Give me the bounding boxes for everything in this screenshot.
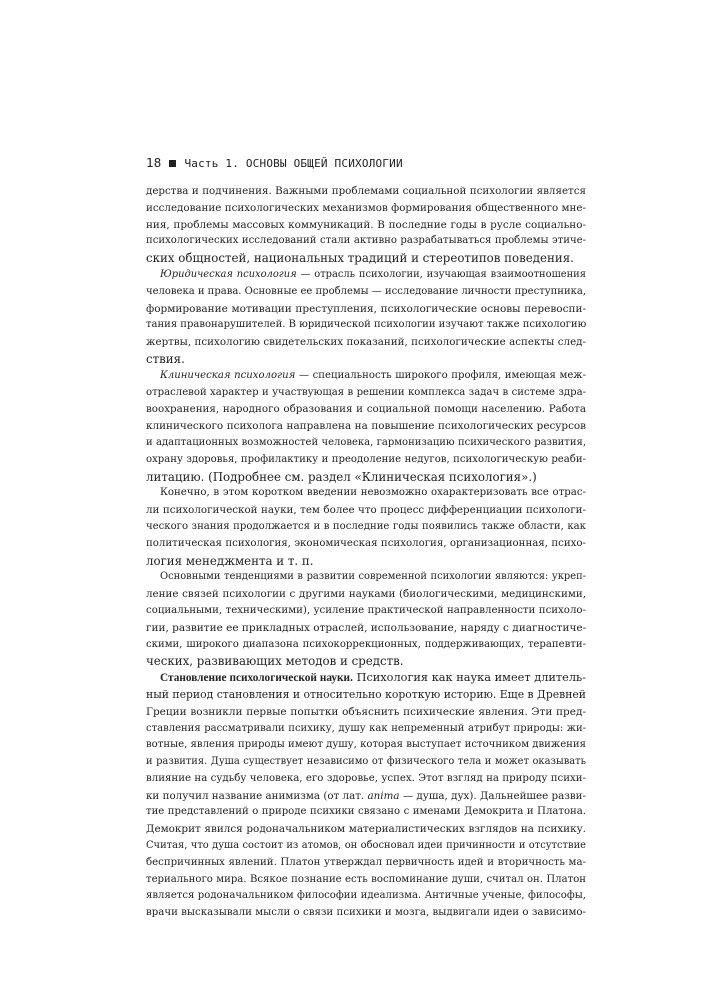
section-heading: Становление психологической науки. bbox=[160, 672, 353, 685]
text-line: влияние на судьбу человека, его здоровье, успех. Этот взгляд на природу психи- bbox=[146, 772, 586, 784]
text-line: Конечно, в этом коротком введении невозможно охарактеризовать все отрас- bbox=[160, 487, 586, 499]
text-line: ческого знания продолжается и в последние годы появились также области, как bbox=[146, 520, 586, 532]
text-line: ный период становления и относительно короткую историю. Еще в Древней bbox=[146, 687, 586, 701]
text-line: социальными, техническими), усиление практической направленности психоло- bbox=[146, 604, 586, 616]
text-line: ния, проблемы массовых коммуникаций. В последние годы в русле социально- bbox=[146, 218, 586, 231]
page-number: 18 bbox=[146, 155, 162, 170]
text-line: Считая, что душа состоит из атомов, он обосновал идеи причинности и отсутствие bbox=[146, 840, 586, 852]
text-line bbox=[146, 368, 586, 385]
text-line: скими, широкого диапазона психокоррекционных, поддерживающих, терапевти- bbox=[146, 638, 586, 650]
latin-term: anima bbox=[367, 789, 400, 802]
text-line: ставления рассматривали психику, душу как непременный атрибут природы: жи- bbox=[146, 722, 586, 734]
text-line: формирование мотивации преступления, психологические основы перевоспи- bbox=[146, 302, 586, 315]
term-juridical-psychology: Юридическая психология bbox=[160, 268, 297, 280]
text-line: исследование психологических механизмов формирования общественного мне- bbox=[146, 201, 586, 214]
text-line: клинического психолога направлена на повышение психологических ресурсов bbox=[146, 420, 586, 433]
text-line: является родоначальником философии идеализма. Античные ученые, философы, bbox=[146, 890, 586, 902]
text-run: — отрасль психологии, изучающая взаимоотношения bbox=[296, 268, 586, 280]
square-bullet-icon bbox=[169, 160, 176, 167]
text-line bbox=[146, 788, 586, 805]
text-run: — душа, дух). Дальнейшее разви- bbox=[399, 789, 586, 802]
text-line: тие представлений о природе психики связано с именами Демокрита и Платона. bbox=[146, 806, 586, 818]
text-line: ческих, развивающих методов и средств. bbox=[146, 654, 404, 669]
text-line: литацию. (Подробнее см. раздел «Клиническая психология».) bbox=[146, 469, 537, 484]
text-line: вотные, явления природы имеют душу, которая выступает источником движения bbox=[146, 739, 586, 751]
text-line: и развития. Душа существует независимо от физического тела и может оказывать bbox=[146, 756, 586, 768]
text-run: — специальность широкого профиля, имеющая меж- bbox=[295, 369, 586, 381]
text-line: Демокрит явился родоначальником материалистических взглядов на психику. bbox=[146, 823, 586, 836]
text-line: териального мира. Всякое познание есть воспоминание души, считал он. Платон bbox=[146, 873, 586, 885]
text-line: логия менеджмента и т. п. bbox=[146, 553, 314, 568]
text-line: ствия. bbox=[146, 351, 185, 366]
text-line bbox=[146, 670, 586, 687]
text-run: Психология как наука имеет длитель- bbox=[352, 671, 586, 685]
text-run: ки получил название анимизма (от лат. bbox=[146, 789, 368, 802]
text-line: жертвы, психологию свидетельских показаний, психологические аспекты след- bbox=[146, 336, 586, 349]
text-line: отраслевой характер и участвующая в решении комплекса задач в системе здра- bbox=[146, 386, 586, 398]
text-line: и адаптационных возможностей человека, гармонизацию психического развития, bbox=[146, 436, 586, 448]
text-line: воохранения, народного образования и социальной помощи населению. Работа bbox=[146, 403, 586, 416]
text-line: ли психологической науки, тем более что процесс дифференциации психологи- bbox=[146, 504, 586, 517]
text-line: человека и права. Основные ее проблемы — исследование личности преступника, bbox=[146, 285, 586, 297]
running-head bbox=[146, 155, 586, 170]
text-line: политическая психология, экономическая психология, организационная, психо- bbox=[146, 537, 586, 549]
text-line: беспричинных явлений. Платон утверждал первичность идей и вторичность ма- bbox=[146, 856, 586, 868]
term-clinical-psychology: Клиническая психология bbox=[160, 369, 296, 381]
text-line: психологических исследований стали активно разрабатываться проблемы этиче- bbox=[146, 235, 586, 247]
text-line: ление связей психологии с другими науками (биологическими, медицинскими, bbox=[146, 588, 586, 601]
text-line: тания правонарушителей. В юридической психологии изучают также психологию bbox=[146, 319, 587, 331]
text-line: гии, развитие ее прикладных отраслей, использование, наряду с диагностиче- bbox=[146, 621, 587, 634]
text-line: Греции возникли первые попытки объяснить психические явления. Эти пред- bbox=[146, 705, 586, 718]
text-line bbox=[146, 267, 586, 284]
text-line: Основными тенденциями в развитии современной психологии являются: укреп- bbox=[160, 571, 586, 583]
text-line: охрану здоровья, профилактику и преодоление недугов, психологическую реаби- bbox=[146, 453, 586, 465]
body-text bbox=[146, 183, 586, 922]
text-line: ских общностей, национальных традиций и стереотипов поведения. bbox=[146, 251, 574, 266]
text-line: дерства и подчинения. Важными проблемами социальной психологии является bbox=[146, 185, 586, 197]
text-line: врачи высказывали мысли о связи психики и мозга, выдвигали идеи о зависимо- bbox=[146, 907, 586, 919]
running-head-title: Часть 1. ОСНОВЫ ОБЩЕЙ ПСИХОЛОГИИ bbox=[184, 157, 403, 170]
